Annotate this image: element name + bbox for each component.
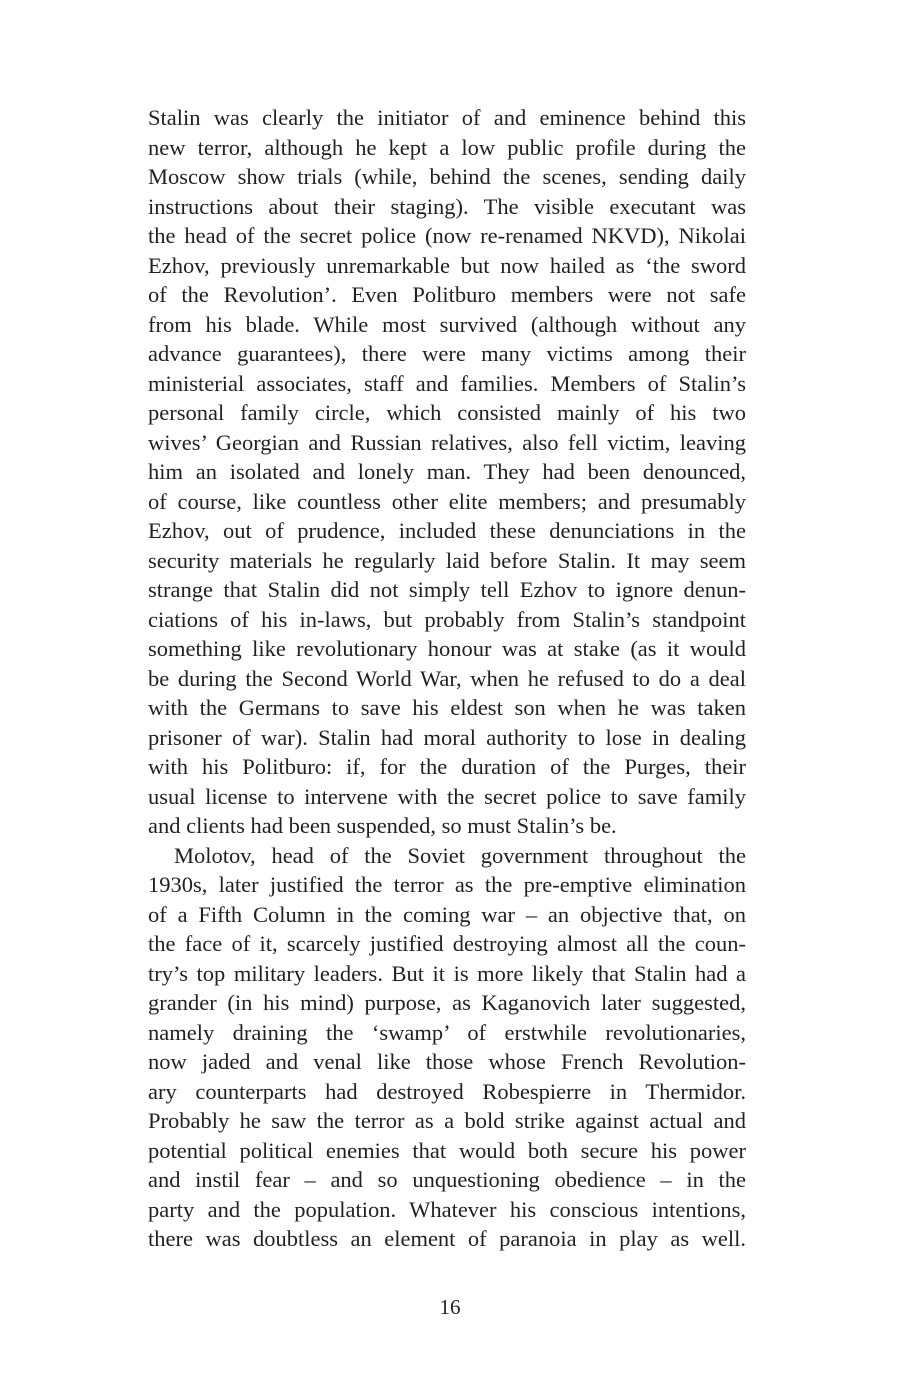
text-line: personal family circle, which consisted mainly of his two (148, 400, 746, 425)
text-line: try’s top military leaders. But it is more likely that Stalin had a (148, 960, 746, 986)
text-line: Stalin was clearly the initiator of and eminence behind this (148, 105, 746, 130)
text-line: the head of the secret police (now re-renamed NKVD), Nikolai (148, 223, 746, 248)
body-text (148, 103, 746, 1254)
text-line: ary counterparts had destroyed Robespierre in Thermidor. (148, 1078, 746, 1104)
text-line: advance guarantees), there were many victims among their (148, 341, 746, 366)
text-line: instructions about their staging). The visible executant was (148, 193, 746, 219)
text-line: him an isolated and lonely man. They had been denounced, (148, 459, 746, 484)
text-line: strange that Stalin did not simply tell Ezhov to ignore denun- (148, 577, 746, 602)
text-line: 1930s, later justified the terror as the pre-emptive elimination (148, 872, 746, 897)
text-line: with his Politburo: if, for the duration of the Purges, their (148, 754, 746, 779)
text-line: Ezhov, previously unremarkable but now hailed as ‘the sword (148, 252, 746, 278)
text-line: potential political enemies that would both secure his power (148, 1137, 746, 1163)
text-line: ministerial associates, staff and families. Members of Stalin’s (148, 370, 746, 396)
text-line: of course, like countless other elite members; and presumably (148, 488, 746, 514)
text-line: Ezhov, out of prudence, included these denunciations in the (148, 518, 746, 543)
paragraph-2 (148, 841, 746, 1254)
text-line: now jaded and venal like those whose French Revolution- (148, 1049, 746, 1074)
text-line: Molotov, head of the Soviet government throughout the (174, 842, 746, 868)
text-line: ciations of his in-laws, but probably from Stalin’s standpoint (148, 606, 746, 632)
text-line: usual license to intervene with the secret police to save family (148, 783, 746, 809)
text-line: new terror, although he kept a low public profile during the (148, 134, 746, 160)
text-line: grander (in his mind) purpose, as Kaganovich later suggested, (148, 990, 746, 1015)
text-line: of a Fifth Column in the coming war – an objective that, on (148, 901, 746, 927)
page-number: 16 (439, 1295, 461, 1319)
text-line: Probably he saw the terror as a bold strike against actual and (148, 1108, 746, 1133)
text-line: prisoner of war). Stalin had moral authority to lose in dealing (148, 724, 746, 750)
text-line: the face of it, scarcely justified destroying almost all the coun- (148, 931, 746, 956)
text-line: and instil fear – and so unquestioning obedience – in the (148, 1167, 746, 1192)
text-line: security materials he regularly laid before Stalin. It may seem (148, 547, 746, 573)
text-line: namely draining the ‘swamp’ of erstwhile revolutionaries, (148, 1019, 746, 1045)
text-line: Moscow show trials (while, behind the scenes, sending daily (148, 164, 746, 189)
text-line: with the Germans to save his eldest son when he was taken (148, 695, 746, 720)
text-line: from his blade. While most survived (although without any (148, 311, 746, 337)
paragraph-1 (148, 103, 746, 841)
text-line: be during the Second World War, when he refused to do a deal (148, 665, 746, 691)
text-line: there was doubtless an element of paranoia in play as well. (148, 1226, 746, 1251)
text-line: and clients had been suspended, so must Stalin’s be. (148, 813, 617, 838)
text-line: of the Revolution’. Even Politburo members were not safe (148, 282, 746, 307)
text-line: party and the population. Whatever his conscious intentions, (148, 1196, 746, 1222)
text-line: wives’ Georgian and Russian relatives, also fell victim, leaving (148, 429, 746, 455)
text-line: something like revolutionary honour was at stake (as it would (148, 636, 746, 661)
